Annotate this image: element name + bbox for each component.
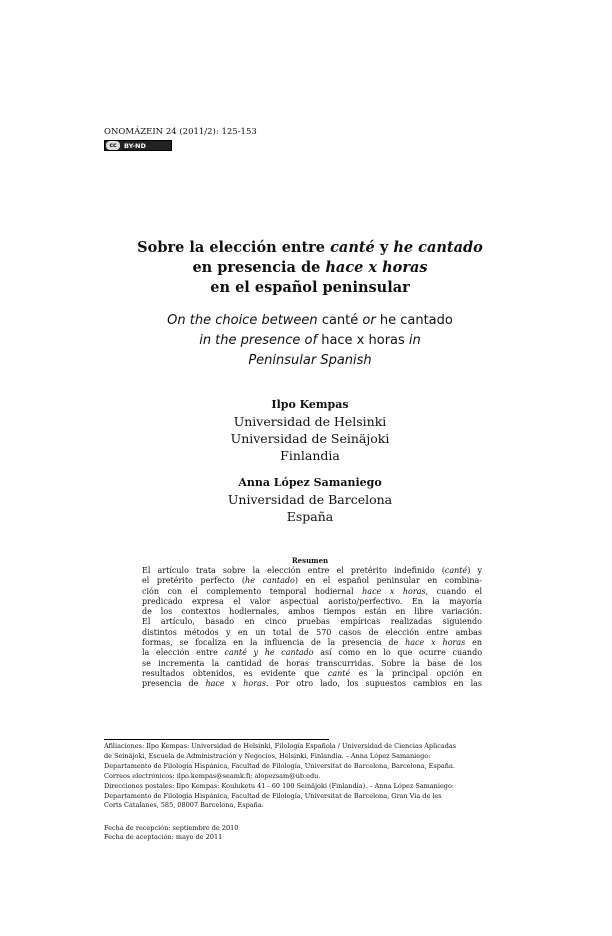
abstract-line: predicado expresa el valor aspectual aoristo/perfectivo. En la mayoría bbox=[142, 596, 482, 606]
date-received: Fecha de recepción: septiembre de 2010 bbox=[104, 824, 239, 832]
author-block-1 bbox=[60, 396, 560, 464]
title-line-2: en presencia de hace x horas bbox=[192, 259, 428, 276]
author-country: Finlandia bbox=[280, 448, 340, 463]
abstract-line: ción con el complemento temporal hodiernal hace x horas, cuando el bbox=[142, 586, 483, 596]
abstract-line: resultados obtenidos, es evidente que canté es la principal opción en bbox=[142, 668, 483, 678]
journal-citation: ONOMÁZEIN 24 (2011/2): 125-153 bbox=[104, 127, 257, 137]
author-affiliation: Universidad de Barcelona bbox=[227, 492, 393, 507]
footnote-block bbox=[104, 742, 524, 811]
author-name: Anna López Samaniego bbox=[238, 476, 382, 489]
cc-license-badge[interactable] bbox=[104, 140, 172, 151]
submission-dates bbox=[104, 824, 238, 841]
footnote-line: Departamento de Filología Hispánica, Facultad de Filología, Universitat de Barcelona, Barcelona, España. bbox=[104, 761, 455, 770]
author-block-2 bbox=[60, 474, 560, 525]
creative-commons-icon: cc bbox=[106, 141, 120, 150]
english-title-line-2: in the presence of hace x horas in bbox=[199, 333, 421, 348]
abstract-line: se incrementa la cantidad de horas transcurridas. Sobre la base de los bbox=[142, 658, 482, 668]
author-affiliation: Universidad de Seinäjoki bbox=[230, 431, 390, 446]
author-name: Ilpo Kempas bbox=[271, 398, 349, 411]
footnote-line: Afiliaciones: Ilpo Kempas: Universidad de Helsinki, Filología Española / Universidad de Ciencias Aplicadas bbox=[104, 742, 457, 750]
footnote-divider bbox=[104, 739, 329, 740]
title-line-1: Sobre la elección entre canté y he cantado bbox=[137, 239, 483, 256]
author-affiliation: Universidad de Helsinki bbox=[233, 414, 387, 429]
title-line-3: en el español peninsular bbox=[210, 279, 410, 296]
footnote-line: Direcciones postales: Ilpo Kempas: Kouluketu 41 - 60 100 Seinäjoki (Finlandia). – Anna López Samaniego: bbox=[104, 781, 455, 790]
footnote-line: Corts Catalanes, 585, 08007 Barcelona, España. bbox=[104, 801, 264, 810]
abstract-line: El artículo trata sobre la elección entre el pretérito indefinido (canté) y bbox=[142, 566, 483, 575]
abstract-line: presencia de hace x horas. Por otro lado, los supuestos cambios en las bbox=[142, 679, 483, 689]
license-label: BY-ND bbox=[124, 141, 146, 150]
date-accepted: Fecha de aceptación: mayo de 2011 bbox=[104, 832, 223, 841]
english-title bbox=[60, 311, 560, 371]
footnote-line: Correos electrónicos: ilpo.kempas@seamk.fi; alopezsam@ub.edu. bbox=[104, 771, 321, 780]
article-title bbox=[60, 238, 560, 298]
footnote-line: Departamento de Filología Hispánica, Facultad de Filología, Universitat de Barcelona, Gran Via de les bbox=[104, 791, 442, 800]
abstract-line: la elección entre canté y he cantado así como en lo que ocurre cuando bbox=[142, 648, 483, 658]
author-country: España bbox=[286, 509, 334, 524]
abstract-line: distintos métodos y en un total de 570 casos de elección entre ambas bbox=[142, 627, 482, 637]
english-title-line-1: On the choice between canté or he cantado bbox=[167, 313, 453, 328]
abstract-heading: Resumen bbox=[291, 556, 329, 565]
abstract-body bbox=[142, 566, 482, 690]
english-title-line-3: Peninsular Spanish bbox=[248, 353, 372, 368]
abstract-line: formas, se focaliza en la influencia de la presencia de hace x horas en bbox=[142, 638, 482, 648]
abstract-line: El artículo, basado en cinco pruebas empíricas realizadas siguiendo bbox=[142, 617, 482, 627]
abstract-line: el pretérito perfecto (he cantado) en el español peninsular en combina- bbox=[142, 576, 482, 586]
abstract-line: de los contextos hodiernales, ambos tiempos están en libre variación. bbox=[142, 607, 482, 617]
footnote-line: de Seinäjoki, Escuela de Administración y Negocios, Helsinki, Finlandia. – Anna López Samaniego: bbox=[104, 751, 431, 760]
